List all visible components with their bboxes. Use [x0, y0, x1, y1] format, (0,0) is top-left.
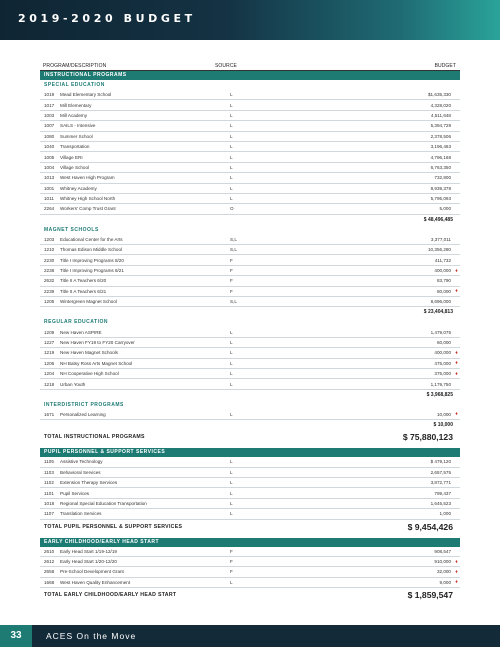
special-education-subtotal: $ 48,496,485	[423, 216, 453, 223]
budget-amount: $ 479,120	[430, 459, 451, 465]
program-code: 1103	[44, 469, 54, 475]
program-description: Educational Center for the Arts	[60, 236, 123, 242]
funding-source: F	[230, 559, 233, 565]
table-row	[40, 287, 460, 297]
program-code: 1203	[44, 236, 55, 242]
table-row	[40, 132, 460, 142]
page-title: 2019-2020 BUDGET	[18, 12, 196, 25]
program-description: NH Cooperative High School	[60, 371, 119, 377]
program-description: NH Batsy Ross Arts Magnet School	[60, 360, 133, 366]
program-code: 1206	[44, 360, 55, 366]
table-row	[40, 173, 460, 183]
budget-amount: 411,732	[434, 257, 451, 263]
top-banner	[0, 0, 500, 40]
budget-amount: 6,763,350	[430, 164, 451, 170]
subsection-special-education: SPECIAL EDUCATION	[44, 82, 105, 88]
program-code: 1011	[44, 196, 54, 202]
budget-amount: 799,437	[434, 490, 451, 496]
funding-source: L	[230, 500, 233, 506]
program-description: Behavioral Services	[60, 469, 101, 475]
program-description: Wintergreen Magnet School	[60, 299, 117, 305]
program-code: 1671	[44, 411, 55, 417]
column-header	[40, 61, 460, 71]
program-description: Whitney Academy	[60, 185, 97, 191]
budget-table	[40, 61, 460, 602]
program-description: Village School	[60, 164, 90, 170]
column-budget: BUDGET	[434, 62, 456, 69]
program-description: New Haven Magnet Schools	[60, 350, 118, 356]
program-code: 1204	[44, 371, 55, 377]
program-description: Regional Special Education Transportation	[60, 500, 147, 506]
table-row	[40, 194, 460, 204]
budget-amount: 908,547	[434, 548, 451, 554]
column-source: SOURCE	[215, 62, 237, 69]
new-item-marker: ♦	[455, 360, 458, 367]
table-row	[40, 184, 460, 194]
funding-source: L	[230, 329, 233, 335]
budget-amount: 4,328,020	[430, 102, 451, 108]
table-row	[40, 90, 460, 100]
budget-amount: 400,000	[434, 350, 451, 356]
budget-amount: 1,000	[439, 511, 451, 517]
program-code: 1003	[44, 112, 55, 118]
program-description: Mead Elementary School	[60, 92, 112, 98]
program-description: New Haven FY19 to FY20 Carryover	[60, 340, 135, 345]
program-code: 1205	[44, 299, 55, 305]
table-row	[40, 142, 460, 152]
budget-amount: 8,696,000	[430, 299, 451, 305]
table-row	[40, 578, 460, 588]
budget-amount: 5,394,729	[430, 123, 451, 129]
budget-amount: 8,939,378	[430, 185, 451, 191]
table-row	[40, 348, 460, 358]
new-item-marker: ♦	[455, 288, 458, 295]
new-item-marker: ♦	[455, 370, 458, 377]
program-description: Pupil Services	[60, 490, 90, 496]
program-code: 2610	[44, 548, 55, 554]
budget-amount: 475,000	[434, 360, 451, 366]
program-code: 2230	[44, 257, 55, 263]
column-program: PROGRAM/DESCRIPTION	[43, 62, 107, 69]
funding-source: L	[230, 340, 233, 345]
page-number: 33	[0, 625, 32, 647]
table-row	[40, 509, 460, 519]
funding-source: L	[230, 175, 233, 181]
program-code: 1080	[44, 133, 55, 139]
pupil-personnel-rows	[40, 457, 460, 519]
total-pupil-personnel	[40, 520, 460, 534]
table-row	[40, 557, 460, 567]
program-code: 1040	[44, 144, 55, 150]
program-description: Whitney High School North	[60, 196, 116, 202]
budget-amount: 2,657,575	[430, 469, 451, 475]
budget-amount: 1,645,523	[430, 500, 451, 506]
budget-amount: 3,196,463	[430, 144, 451, 150]
budget-amount: 80,000	[436, 288, 451, 294]
funding-source: L	[230, 381, 233, 387]
program-description: Thomas Edison Middle School	[60, 247, 123, 253]
program-description: Workers' Comp Trust Grant	[60, 206, 116, 212]
funding-source: L	[230, 102, 233, 108]
budget-amount: 2,378,506	[430, 133, 451, 139]
regular-education-rows	[40, 327, 460, 389]
program-code: 1107	[44, 511, 54, 517]
budget-amount: 10,000	[436, 411, 451, 417]
program-description: SAILS - Intensive	[60, 123, 96, 129]
program-description: Title II A Teachers 6/21	[60, 288, 107, 294]
program-code: 1007	[44, 123, 55, 129]
funding-source: L	[230, 411, 233, 417]
program-code: 1102	[44, 480, 54, 486]
program-description: Early Head Start 1/20-12/20	[60, 559, 117, 565]
subsection-magnet-schools: MAGNET SCHOOLS	[44, 226, 99, 233]
program-description: Title I Improving Programs 8/20	[60, 257, 124, 263]
program-code: 1668	[44, 579, 55, 585]
table-row	[40, 111, 460, 121]
program-description: Assistive Technology	[60, 459, 103, 465]
total-instructional	[40, 430, 460, 444]
program-code: 1219	[44, 350, 55, 356]
section-early-childhood: EARLY CHILDHOOD/EARLY HEAD START	[40, 538, 460, 547]
program-code: 1004	[44, 164, 55, 170]
funding-source: L	[230, 579, 233, 585]
table-row	[40, 276, 460, 286]
program-code: 2658	[44, 569, 55, 575]
table-row	[40, 235, 460, 245]
program-code: 1105	[44, 459, 54, 465]
program-code: 1019	[44, 92, 55, 98]
funding-source: L	[230, 144, 233, 150]
table-row	[40, 338, 460, 348]
new-item-marker: ♦	[455, 558, 458, 565]
table-row	[40, 410, 460, 420]
budget-amount: $1,635,330	[428, 92, 451, 98]
funding-source: L	[230, 112, 233, 118]
budget-amount: 732,800	[434, 175, 451, 181]
funding-source: F	[230, 257, 233, 263]
special-education-rows	[40, 90, 460, 215]
total-instructional-label: TOTAL INSTRUCTIONAL PROGRAMS	[44, 434, 145, 441]
program-code: 1001	[44, 185, 55, 191]
new-item-marker: ♦	[455, 568, 458, 575]
budget-amount: 400,000	[434, 268, 451, 274]
program-description: New Haven ASPIRE	[60, 329, 102, 335]
program-code: 1017	[44, 102, 55, 108]
table-row	[40, 379, 460, 389]
total-early-childhood	[40, 588, 460, 602]
program-code: 2238	[44, 268, 55, 274]
table-row	[40, 204, 460, 214]
program-description: Translation Services	[60, 511, 102, 517]
funding-source: F	[230, 569, 233, 575]
budget-amount: 83,790	[436, 278, 451, 284]
funding-source: L	[230, 511, 233, 517]
funding-source: L	[230, 469, 233, 475]
program-code: 1005	[44, 154, 55, 160]
funding-source: S,L	[230, 299, 237, 305]
budget-amount: 3,872,771	[430, 480, 451, 486]
table-row	[40, 327, 460, 337]
program-description: Summer School	[60, 133, 93, 139]
program-description: Mill Academy	[60, 112, 88, 118]
program-code: 2239	[44, 288, 55, 294]
program-description: Urban Youth	[60, 381, 86, 387]
program-description: Title I Improving Programs 8/21	[60, 268, 124, 274]
budget-amount: 4,796,168	[430, 154, 451, 160]
total-early-childhood-label: TOTAL EARLY CHILDHOOD/EARLY HEAD START	[44, 592, 177, 599]
budget-amount: 4,511,648	[430, 112, 451, 118]
funding-source: L	[230, 154, 233, 160]
program-code: 1018	[44, 500, 55, 506]
early-childhood-rows	[40, 547, 460, 589]
program-description: West Haven High Program	[60, 175, 115, 181]
section-pupil-personnel: PUPIL PERSONNEL & SUPPORT SERVICES	[40, 448, 460, 457]
table-row	[40, 468, 460, 478]
funding-source: L	[230, 459, 233, 465]
funding-source: L	[230, 371, 233, 377]
program-description: Early Head Start 1/19-12/19	[60, 548, 117, 554]
interdistrict-subtotal: $ 10,000	[433, 422, 453, 429]
program-code: 1209	[44, 329, 55, 335]
program-description: Title II A Teachers 6/20	[60, 278, 107, 284]
funding-source: F	[230, 268, 233, 274]
section-instructional: INSTRUCTIONAL PROGRAMS	[40, 71, 460, 80]
program-code: 1210	[44, 247, 55, 253]
table-row	[40, 100, 460, 110]
program-description: Pre-School Development Grant	[60, 569, 124, 575]
funding-source: L	[230, 490, 233, 496]
total-pupil-personnel-label: TOTAL PUPIL PERSONNEL & SUPPORT SERVICES	[44, 523, 183, 530]
magnet-schools-rows	[40, 235, 460, 308]
budget-amount: 5,795,093	[430, 196, 451, 202]
table-row	[40, 499, 460, 509]
funding-source: L	[230, 164, 233, 170]
table-row	[40, 255, 460, 265]
new-item-marker: ♦	[455, 267, 458, 274]
budget-amount: 3,377,011	[430, 236, 451, 242]
table-row	[40, 369, 460, 379]
funding-source: S,L	[230, 236, 237, 242]
table-row	[40, 547, 460, 557]
program-code: 2264	[44, 206, 55, 212]
program-code: 2632	[44, 278, 55, 284]
budget-amount: 5,000	[439, 206, 451, 212]
total-instructional-amount: $ 75,880,123	[402, 432, 453, 443]
budget-amount: 910,000	[434, 559, 451, 565]
table-row	[40, 266, 460, 276]
funding-source: F	[230, 288, 233, 294]
budget-amount: 10,356,280	[428, 247, 451, 253]
program-description: Extension Therapy Services	[60, 480, 118, 486]
table-row	[40, 488, 460, 498]
interdistrict-rows	[40, 410, 460, 420]
program-code: 1218	[44, 381, 55, 387]
funding-source: L	[230, 133, 233, 139]
budget-amount: 9,000	[439, 579, 451, 585]
table-row	[40, 121, 460, 131]
funding-source: S,L	[230, 247, 237, 253]
total-pupil-personnel-amount: $ 9,454,426	[407, 521, 453, 532]
funding-source: L	[230, 123, 233, 129]
table-row	[40, 567, 460, 577]
subsection-regular-education: REGULAR EDUCATION	[44, 319, 108, 326]
table-row	[40, 359, 460, 369]
program-description: West Haven Quality Enhancement	[60, 579, 131, 585]
subsection-interdistrict: INTERDISTRICT PROGRAMS	[44, 401, 124, 408]
funding-source: L	[230, 350, 233, 356]
total-early-childhood-amount: $ 1,859,547	[407, 590, 453, 601]
regular-education-subtotal: $ 3,968,825	[426, 391, 453, 398]
funding-source: L	[230, 360, 233, 366]
budget-amount: 60,000	[436, 340, 451, 345]
budget-amount: 1,479,075	[430, 329, 451, 335]
program-description: Village ERI	[60, 154, 83, 160]
footer-text: ACES On the Move	[46, 631, 137, 641]
budget-amount: 1,179,750	[430, 381, 451, 387]
funding-source: L	[230, 196, 233, 202]
table-row	[40, 163, 460, 173]
program-code: 1013	[44, 175, 55, 181]
new-item-marker: ♦	[455, 349, 458, 356]
program-description: Personalized Learning	[60, 411, 106, 417]
table-row	[40, 152, 460, 162]
program-description: Transportation	[60, 144, 90, 150]
new-item-marker: ♦	[455, 411, 458, 418]
program-description: Mill Elementary	[60, 102, 92, 108]
funding-source: F	[230, 548, 233, 554]
funding-source: L	[230, 185, 233, 191]
table-row	[40, 457, 460, 467]
table-row	[40, 478, 460, 488]
magnet-schools-subtotal: $ 23,404,813	[423, 309, 453, 316]
funding-source: L	[230, 480, 233, 486]
funding-source: L	[230, 92, 233, 98]
funding-source: F	[230, 278, 233, 284]
new-item-marker: ♦	[455, 579, 458, 586]
program-code: 2612	[44, 559, 55, 565]
funding-source: O	[230, 206, 234, 212]
table-row	[40, 297, 460, 307]
program-code: 1227	[44, 340, 55, 345]
table-row	[40, 245, 460, 255]
program-code: 1101	[44, 490, 54, 496]
budget-amount: 32,000	[436, 569, 451, 575]
budget-amount: 375,000	[434, 371, 451, 377]
